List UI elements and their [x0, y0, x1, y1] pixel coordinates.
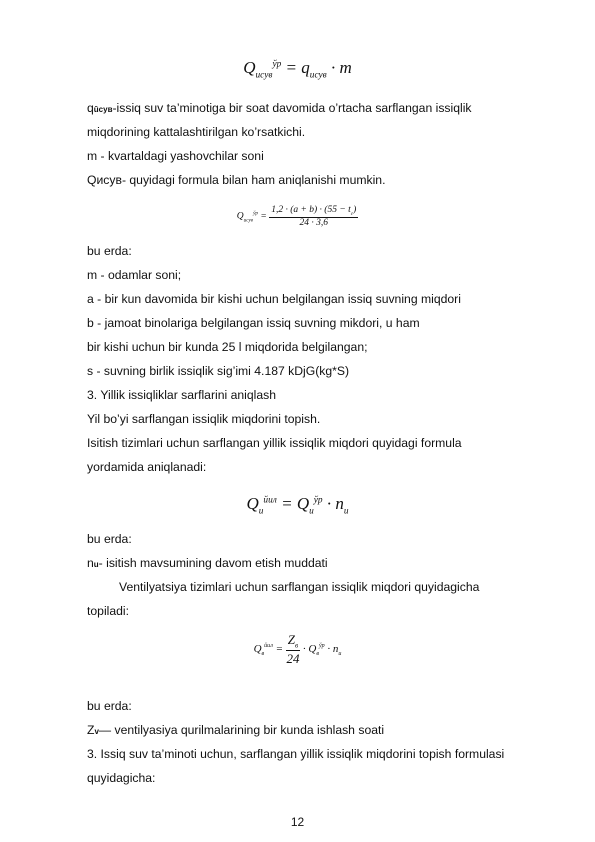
text-line: nu- isitish mavsumining davom etish muddati	[87, 556, 328, 570]
text-line: bu erda:	[87, 699, 132, 713]
text-line: Isitish tizimlari uchun sarflangan yillik issiqlik miqdori quyidagi formula	[87, 436, 462, 450]
formula-hot-water-alt: $Q_{исув}^{ўр}$ = $\frac{1,2 \cdot (a + b) \cdot (55 - t_c)}{24 \cdot 3,6}$	[236, 205, 357, 228]
text-line: a - bir kun davomida bir kishi uchun belgilangan issiq suvning miqdori	[87, 292, 461, 306]
text-line: Zv— ventilyasiya qurilmalarining bir kunda ishlash soati	[87, 723, 385, 737]
text-line: Yil bo’yi sarflangan issiqlik miqdorini topish.	[87, 412, 321, 426]
text-line: miqdorining kattalashtirilgan ko’rsatkichi.	[87, 125, 306, 139]
text-line: topiladi:	[87, 604, 130, 618]
text-line: m - odamlar soni;	[87, 268, 182, 282]
text-line: bu erda:	[87, 532, 132, 546]
text-line: qūсув-issiq suv ta’minotiga bir soat davomida o’rtacha sarflangan issiqlik	[87, 101, 472, 115]
text-line: bu erda:	[87, 244, 132, 258]
text-line: 3. Yillik issiqliklar sarflarini aniqlash	[87, 388, 276, 402]
text-line: Qисув- quyidagi formula bilan ham aniqlanishi mumkin.	[87, 173, 386, 187]
page-number: 12	[290, 815, 305, 829]
text-line: Ventilyatsiya tizimlari uchun sarflangan issiqlik miqdori quyidagicha	[119, 580, 480, 594]
text-line: s - suvning birlik issiqlik sig’imi 4.187 kDjG(kg*S)	[87, 364, 350, 378]
formula-heating-yearly: $Q_и^{йил} = Q_и^{ўр} \cdot n_и$	[246, 494, 349, 517]
text-line: yordamida aniqlanadi:	[87, 460, 207, 474]
formula-hot-water-hourly: $Q_{исув}^{ўр} = q_{исув} \cdot m$	[243, 58, 352, 81]
text-line: 3. Issiq suv ta’minoti uchun, sarflangan yillik issiqlik miqdorini topish formulasi	[87, 747, 505, 761]
text-line: m - kvartaldagi yashovchilar soni	[87, 149, 264, 163]
formula-ventilation-yearly: $Q_в^{йил}$ = $\frac{Z_в}{24}$ · $Q_в^{ўр} \cdot n_и$	[253, 632, 342, 666]
text-line: quyidagicha:	[87, 771, 156, 785]
fraction: $\frac{1,2 \cdot (a + b) \cdot (55 - t_c)}{24 \cdot 3,6}$	[271, 205, 357, 228]
fraction: $\frac{Z_в}{24}$	[286, 632, 300, 666]
text-line: bir kishi uchun bir kunda 25 l miqdorida belgilangan;	[87, 340, 368, 354]
text-line: b - jamoat binolariga belgilangan issiq suvning mikdori, u ham	[87, 316, 420, 330]
